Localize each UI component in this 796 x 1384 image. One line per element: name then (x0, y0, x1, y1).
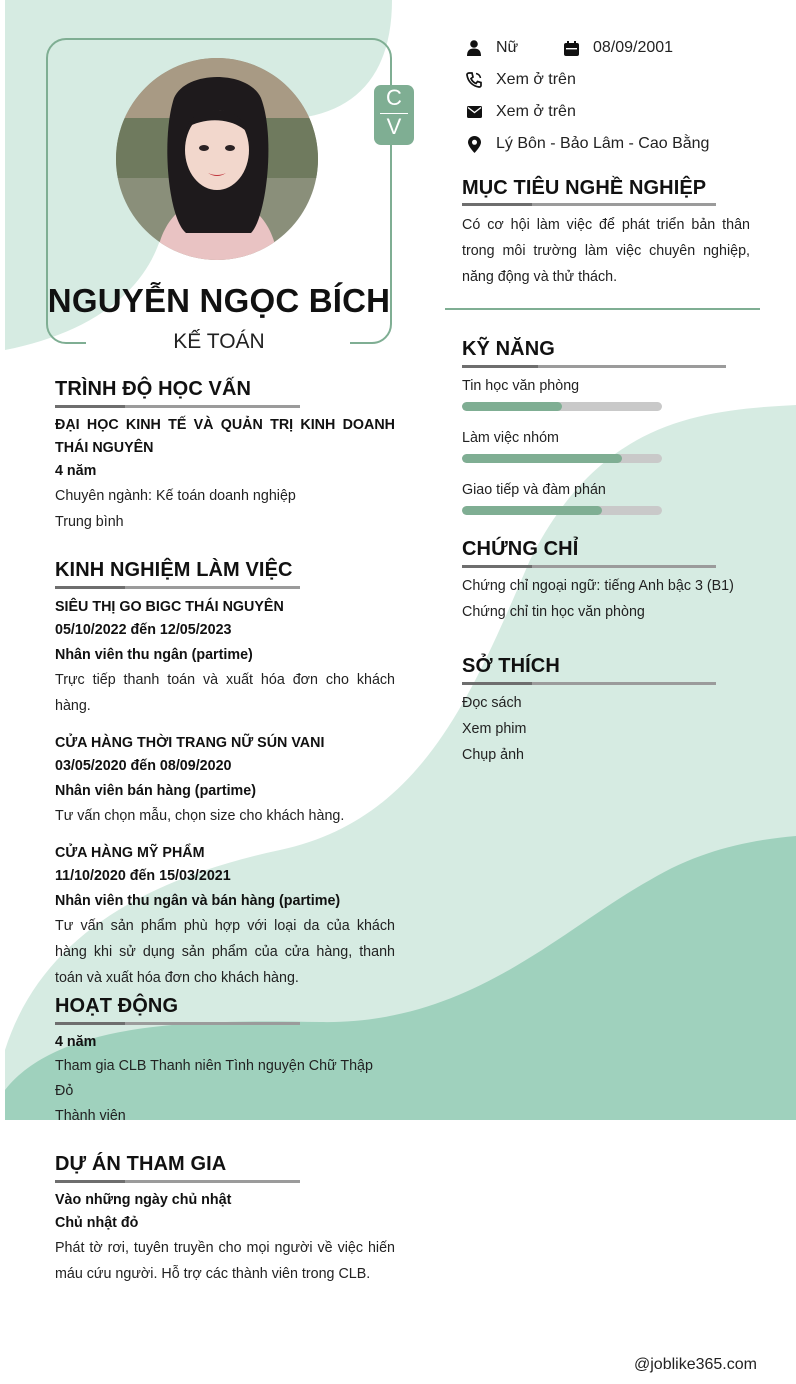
work-role: Nhân viên bán hàng (partime) (55, 783, 256, 799)
profile-photo (116, 58, 318, 260)
skill-label: Làm việc nhóm (462, 430, 559, 446)
email-value: Xem ở trên (496, 103, 576, 120)
skills-section (462, 338, 752, 515)
portrait-photo-icon (116, 58, 318, 260)
certificate-item: Chứng chỉ ngoại ngữ: tiếng Anh bậc 3 (B1) (462, 578, 734, 594)
cv-badge (374, 85, 414, 145)
education-grade: Trung bình (55, 514, 124, 530)
education-major: Chuyên ngành: Kế toán doanh nghiệp (55, 488, 296, 504)
work-period: 03/05/2020 đến 08/09/2020 (55, 758, 232, 774)
skill-bar-fill (462, 454, 622, 463)
activities-underline (55, 1022, 300, 1025)
education-duration: 4 năm (55, 463, 97, 479)
hobbies-section (462, 655, 752, 768)
job-title: KẾ TOÁN (173, 330, 265, 353)
address-value: Lý Bôn - Bảo Lâm - Cao Bằng (496, 135, 710, 152)
experience-section (55, 559, 395, 991)
projects-section (55, 1153, 395, 1287)
candidate-name: NGUYỄN NGỌC BÍCH (47, 282, 391, 319)
education-title: TRÌNH ĐỘ HỌC VẤN (55, 378, 252, 400)
hobbies-underline (462, 682, 716, 685)
project-name: Vào những ngày chủ nhật (55, 1192, 232, 1208)
skills-title: KỸ NĂNG (462, 338, 555, 360)
phone-value: Xem ở trên (496, 71, 576, 88)
education-underline (55, 405, 300, 408)
contact-gender-birthday-row (462, 35, 782, 61)
activities-title: HOẠT ĐỘNG (55, 995, 179, 1017)
objective-underline (462, 203, 716, 206)
skill-bar (462, 454, 662, 463)
company-name: CỬA HÀNG MỸ PHẨM (55, 845, 205, 861)
company-name: CỬA HÀNG THỜI TRANG NỮ SÚN VANI (55, 735, 325, 751)
experience-item (55, 596, 395, 719)
projects-underline (55, 1180, 300, 1183)
hobby-item: Chụp ảnh (462, 747, 525, 763)
skill-item (462, 378, 752, 411)
phone-icon (462, 70, 486, 90)
activities-section (55, 995, 395, 1129)
skills-underline (462, 365, 726, 368)
activity-org: Tham gia CLB Thanh niên Tình nguyện Chữ Thập Đỏ (55, 1058, 373, 1099)
experience-item (55, 732, 395, 829)
certificates-underline (462, 565, 716, 568)
objective-section (462, 177, 750, 290)
education-section (55, 378, 395, 535)
birthday-value: 08/09/2001 (593, 39, 674, 56)
calendar-icon (559, 38, 583, 58)
work-description: Trực tiếp thanh toán và xuất hóa đơn cho khách hàng. (55, 672, 395, 714)
work-description: Tư vấn sản phẩm phù hợp với loại da của khách hàng khi sử dụng sản phẩm của cửa hàng, thanh toán và xuất hóa đơn cho khách hàng. (55, 918, 395, 986)
project-description: Phát tờ rơi, tuyên truyền cho mọi người về việc hiến máu cứu người. Hỗ trợ các thành viên trong CLB. (55, 1240, 395, 1282)
certificates-section (462, 538, 762, 625)
work-role: Nhân viên thu ngân và bán hàng (partime) (55, 893, 341, 909)
work-role: Nhân viên thu ngân (partime) (55, 647, 253, 663)
footer-watermark: @joblike365.com (634, 1356, 757, 1373)
skill-item (462, 482, 752, 515)
mail-icon (462, 102, 486, 122)
company-name: SIÊU THỊ GO BIGC THÁI NGUYÊN (55, 599, 284, 615)
contact-block (462, 35, 782, 157)
school-name: ĐẠI HỌC KINH TẾ VÀ QUẢN TRỊ KINH DOANH THÁI NGUYÊN (55, 417, 395, 456)
cv-badge-letter-c: C (380, 85, 408, 114)
objective-title: MỤC TIÊU NGHỀ NGHIỆP (462, 177, 707, 199)
location-icon (462, 134, 486, 154)
user-icon (462, 38, 486, 58)
skill-label: Tin học văn phòng (462, 378, 580, 394)
gender-value: Nữ (496, 39, 519, 56)
certificates-title: CHỨNG CHỈ (462, 538, 579, 560)
work-period: 05/10/2022 đến 12/05/2023 (55, 622, 232, 638)
contact-address-row (462, 131, 782, 157)
skill-item (462, 430, 752, 463)
hobbies-title: SỞ THÍCH (462, 655, 560, 677)
skill-bar-fill (462, 506, 602, 515)
skill-label: Giao tiếp và đàm phán (462, 482, 606, 498)
objective-text: Có cơ hội làm việc để phát triển bản thân trong môi trường làm việc chuyên nghiệp, năng động và thử thách. (462, 217, 750, 285)
certificate-item: Chứng chỉ tin học văn phòng (462, 604, 645, 620)
experience-item (55, 842, 395, 991)
experience-title: KINH NGHIỆM LÀM VIỆC (55, 559, 293, 581)
skill-bar-fill (462, 402, 562, 411)
cv-badge-letter-v: V (386, 114, 402, 139)
skill-bar (462, 402, 662, 411)
right-divider (445, 308, 760, 310)
contact-phone-row (462, 67, 782, 93)
skill-bar (462, 506, 662, 515)
hobby-item: Đọc sách (462, 695, 522, 711)
work-description: Tư vấn chọn mẫu, chọn size cho khách hàng. (55, 808, 345, 824)
activity-role: Thành viên (55, 1108, 126, 1124)
activity-duration: 4 năm (55, 1034, 97, 1050)
hobby-item: Xem phim (462, 721, 527, 737)
project-subtitle: Chủ nhật đỏ (55, 1215, 139, 1231)
projects-title: DỰ ÁN THAM GIA (55, 1153, 227, 1175)
contact-email-row (462, 99, 782, 125)
work-period: 11/10/2020 đến 15/03/2021 (55, 868, 231, 884)
experience-underline (55, 586, 300, 589)
